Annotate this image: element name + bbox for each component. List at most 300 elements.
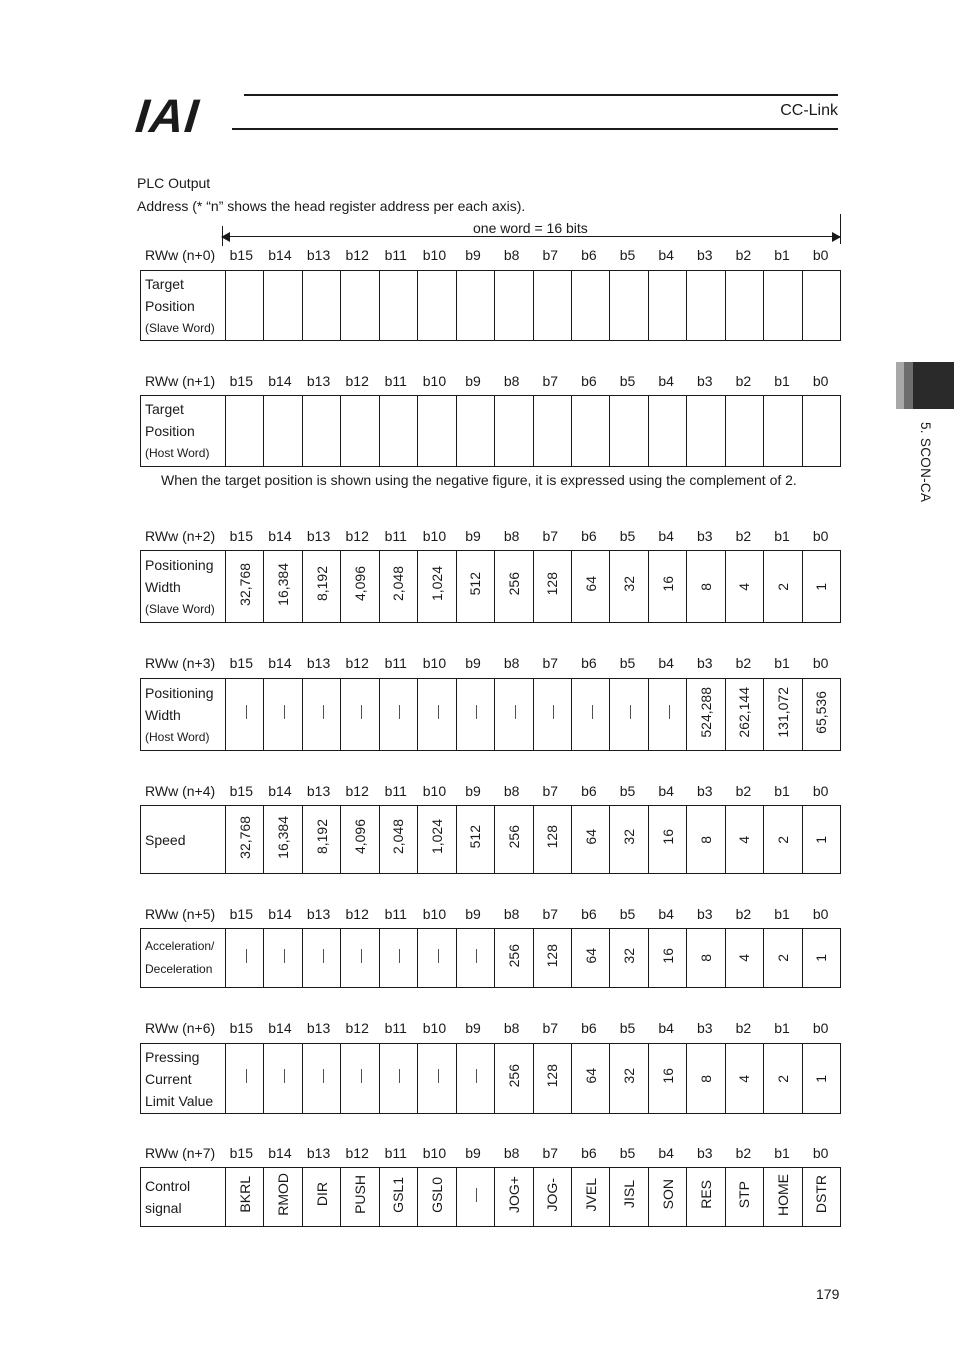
register-name: RWw (n+1) (145, 373, 216, 389)
bit-value: 1 (813, 835, 830, 844)
register-label (141, 551, 226, 623)
bit-cell (495, 1044, 533, 1114)
iai-logo: IAI (133, 89, 202, 142)
bit-cell (687, 396, 725, 467)
bit-label: b3 (697, 906, 713, 922)
bit-label: b2 (735, 906, 752, 922)
bit-cell (725, 396, 763, 467)
bit-value: DIR (313, 1182, 330, 1207)
register-label-line: Speed (145, 831, 186, 848)
bit-label: b7 (542, 1145, 559, 1161)
bit-cell (226, 1168, 264, 1227)
bit-cell (418, 679, 456, 751)
bit-cell (379, 679, 417, 751)
bit-cell (456, 551, 494, 623)
bit-unused: — (467, 705, 484, 719)
bit-cell (533, 1168, 571, 1227)
bit-cell (687, 551, 725, 623)
bit-label: b10 (422, 247, 447, 263)
register-label (141, 806, 226, 874)
register-label-line: Acceleration/ (145, 939, 215, 953)
bit-cell (687, 1044, 725, 1114)
bit-label: b9 (465, 783, 481, 799)
bit-value: 16 (659, 947, 676, 964)
bit-value: 4 (736, 582, 753, 591)
register-label-line: Target (145, 275, 184, 292)
register-label-line: Deceleration (145, 962, 213, 976)
bit-label: b11 (384, 906, 407, 922)
bit-label: b15 (229, 655, 253, 671)
register-label-line: signal (145, 1200, 182, 1216)
arrow-right-icon (832, 232, 841, 242)
word-width-label: one word = 16 bits (473, 220, 588, 236)
register-name: RWw (n+5) (145, 906, 216, 922)
bit-value: JVEL (582, 1177, 599, 1212)
register-table (140, 270, 841, 341)
bit-value: 65,536 (813, 690, 830, 734)
bit-cell (379, 806, 417, 874)
bit-label: b12 (345, 1020, 369, 1036)
bit-value: RMOD (275, 1173, 292, 1216)
bit-label: b1 (774, 655, 790, 671)
register-label-word: (Host Word) (145, 729, 210, 744)
bit-label: b10 (422, 1145, 447, 1161)
bit-label: b4 (658, 373, 674, 389)
register-label-line: Pressing (145, 1048, 200, 1065)
bit-label: b2 (735, 1145, 752, 1161)
bit-label: b14 (268, 655, 292, 671)
bit-cell (226, 271, 264, 341)
bit-cell (302, 271, 340, 341)
bit-label: b10 (422, 373, 447, 389)
bit-label: b14 (268, 528, 292, 544)
bit-cell (379, 551, 417, 623)
bit-cell (610, 551, 648, 623)
bit-label: b6 (581, 528, 597, 544)
bit-value: 2 (774, 835, 791, 844)
bit-cell (302, 1168, 340, 1227)
register-table (140, 678, 841, 751)
register-label-word: (Slave Word) (145, 320, 215, 335)
bit-label: b8 (503, 1145, 520, 1161)
bit-label: b9 (465, 906, 481, 922)
bit-label: b12 (345, 655, 369, 671)
bit-value: 16 (659, 829, 676, 845)
bit-cell (456, 679, 494, 751)
bit-cell (341, 1168, 379, 1227)
bit-value: 16,384 (275, 562, 292, 606)
register-label-line: Width (145, 578, 181, 595)
bit-cell (725, 551, 763, 623)
bit-value: 128 (544, 825, 561, 849)
table-row (141, 396, 841, 467)
bit-cell (764, 551, 802, 623)
bit-value: 1 (813, 954, 830, 962)
bit-cell (302, 929, 340, 988)
bit-label: b3 (697, 1020, 713, 1036)
bit-value: 256 (505, 825, 522, 849)
bit-label: b14 (268, 247, 292, 263)
bit-value: 262,144 (736, 686, 753, 738)
bit-cell (418, 806, 456, 874)
header-rule-bottom (232, 128, 838, 130)
bit-header-row (222, 655, 840, 671)
register-label (141, 679, 226, 751)
bit-cell (648, 271, 686, 341)
bit-label: b6 (581, 1020, 597, 1036)
bit-value: 8 (697, 835, 714, 844)
bit-cell (687, 929, 725, 988)
register-label (141, 271, 226, 341)
bit-cell (226, 551, 264, 623)
bit-cell (533, 806, 571, 874)
bit-label: b0 (812, 783, 829, 799)
bit-cell (802, 271, 840, 341)
bit-value: 2,048 (390, 819, 407, 855)
bit-value: 32 (621, 576, 638, 592)
bit-cell (341, 396, 379, 467)
bit-label: b10 (422, 783, 447, 799)
bit-label: b8 (503, 783, 520, 799)
bit-cell (495, 271, 533, 341)
bit-value: GSL1 (390, 1176, 407, 1213)
bit-cell (802, 396, 840, 467)
bit-label: b2 (735, 528, 752, 544)
bit-header-row (222, 528, 840, 544)
bit-cell (764, 396, 802, 467)
bit-label: b8 (503, 655, 520, 671)
bit-cell (802, 806, 840, 874)
bit-label: b3 (697, 655, 713, 671)
bit-label: b0 (812, 247, 829, 263)
bit-label: b4 (658, 783, 674, 799)
bit-cell (648, 551, 686, 623)
register-table (140, 395, 841, 467)
register-label-line: Current (145, 1070, 192, 1087)
bit-value: 64 (582, 947, 599, 964)
bit-label: b8 (503, 528, 520, 544)
bit-value: JISL (621, 1180, 638, 1209)
bit-label: b7 (542, 1020, 559, 1036)
bit-label: b7 (542, 906, 559, 922)
bit-label: b7 (542, 373, 559, 389)
bit-cell (533, 1044, 571, 1114)
bit-unused: — (275, 948, 292, 963)
bit-cell (610, 1044, 648, 1114)
bit-cell (341, 1044, 379, 1114)
bit-cell (264, 1168, 302, 1227)
bit-cell (687, 806, 725, 874)
bit-cell (571, 929, 609, 988)
bit-label: b15 (229, 528, 253, 544)
table-row (141, 806, 841, 874)
table-row (141, 1168, 841, 1227)
bit-label: b5 (619, 906, 636, 922)
bit-cell (764, 271, 802, 341)
bit-label: b6 (581, 1145, 597, 1161)
bit-cell (264, 396, 302, 467)
bit-cell (379, 1168, 417, 1227)
plc-output-title: PLC Output (137, 175, 211, 191)
register-label-line: Position (145, 297, 195, 314)
bit-cell (379, 271, 417, 341)
register-name: RWw (n+3) (145, 655, 216, 671)
bit-cell (379, 1044, 417, 1114)
bit-cell (648, 1044, 686, 1114)
bit-label: b12 (345, 1145, 369, 1161)
bit-cell (341, 551, 379, 623)
bit-value: 128 (544, 943, 561, 968)
bit-cell (648, 806, 686, 874)
bit-label: b8 (503, 373, 520, 389)
register-table (140, 1043, 841, 1114)
bit-label: b0 (812, 373, 829, 389)
bit-value: JOG+ (505, 1176, 522, 1213)
bit-label: b0 (812, 906, 829, 922)
bit-cell (571, 1044, 609, 1114)
bit-cell (302, 551, 340, 623)
bit-header-row (222, 373, 840, 389)
bit-label: b12 (345, 247, 369, 263)
bit-cell (571, 551, 609, 623)
bit-header-row (222, 1145, 840, 1161)
bit-value: RES (697, 1180, 714, 1209)
bit-label: b2 (735, 247, 752, 263)
bit-label: b8 (503, 1020, 520, 1036)
bit-label: b11 (384, 655, 407, 671)
bit-label: b13 (306, 655, 331, 671)
bit-label: b14 (268, 373, 292, 389)
bit-value: 524,288 (697, 686, 714, 738)
bit-label: b12 (345, 528, 369, 544)
bit-label: b3 (697, 528, 713, 544)
bit-label: b3 (697, 247, 713, 263)
bit-value: JOG- (544, 1177, 561, 1212)
bit-value: 32,768 (236, 562, 253, 606)
bit-cell (226, 806, 264, 874)
bit-label: b5 (619, 655, 636, 671)
bit-unused: — (390, 948, 407, 963)
bit-value: 2 (774, 582, 791, 591)
bit-cell (764, 1044, 802, 1114)
bit-label: b9 (465, 1145, 481, 1161)
bit-label: b1 (774, 1020, 790, 1036)
bit-cell (418, 551, 456, 623)
bit-value: PUSH (352, 1175, 369, 1214)
bit-value: 128 (544, 1064, 561, 1088)
register-label-word: (Slave Word) (145, 601, 215, 616)
bit-label: b3 (697, 783, 713, 799)
bit-cell (495, 551, 533, 623)
bit-cell (571, 806, 609, 874)
bit-cell (302, 679, 340, 751)
bit-value: 4 (736, 954, 753, 962)
bit-label: b11 (384, 528, 407, 544)
bit-value: 131,072 (774, 686, 791, 738)
bit-label: b4 (658, 528, 674, 544)
bit-label: b0 (812, 528, 829, 544)
bit-unused: — (428, 1069, 445, 1083)
bit-value: GSL0 (428, 1176, 445, 1213)
bit-value: 512 (467, 825, 484, 849)
bit-label: b5 (619, 783, 636, 799)
bit-label: b15 (229, 373, 253, 389)
bit-label: b12 (345, 906, 369, 922)
bit-value: 128 (544, 572, 561, 596)
register-label (141, 1168, 226, 1227)
bit-cell (533, 551, 571, 623)
bit-value: 16,384 (275, 815, 292, 859)
bit-value: 8,192 (313, 566, 330, 602)
bit-cell (341, 271, 379, 341)
bit-label: b13 (306, 528, 331, 544)
bit-label: b5 (619, 1145, 636, 1161)
bit-cell (264, 929, 302, 988)
bit-unused: — (621, 705, 638, 719)
table-row (141, 271, 841, 341)
bit-value: 16 (659, 1068, 676, 1084)
bit-cell (341, 679, 379, 751)
chapter-tab (896, 362, 954, 409)
register-label-line: Limit Value (145, 1092, 214, 1109)
bit-cell (341, 806, 379, 874)
bit-label: b9 (465, 655, 481, 671)
bit-cell (802, 551, 840, 623)
bit-label: b6 (581, 783, 597, 799)
bit-cell (302, 806, 340, 874)
bit-label: b12 (345, 783, 369, 799)
bit-label: b5 (619, 373, 636, 389)
bit-value: 2 (774, 1074, 791, 1083)
bit-header-row (222, 1020, 840, 1036)
bit-label: b11 (384, 1145, 407, 1161)
bit-cell (302, 396, 340, 467)
bit-label: b14 (268, 1145, 292, 1161)
bit-cell (687, 1168, 725, 1227)
bit-cell (725, 679, 763, 751)
bit-label: b15 (229, 1020, 253, 1036)
bit-value: 4,096 (352, 819, 369, 855)
bit-unused: — (467, 1069, 484, 1083)
table-row (141, 679, 841, 751)
bit-cell (610, 679, 648, 751)
bit-cell (610, 396, 648, 467)
bit-value: 1 (813, 582, 830, 591)
bit-cell (725, 806, 763, 874)
bit-cell (418, 271, 456, 341)
bit-value: 2,048 (390, 566, 407, 602)
bit-cell (533, 396, 571, 467)
bit-unused: — (352, 1069, 369, 1083)
bit-value: SON (659, 1179, 676, 1210)
bit-label: b9 (465, 528, 481, 544)
bit-label: b10 (422, 528, 447, 544)
bit-cell (418, 396, 456, 467)
bit-cell (264, 679, 302, 751)
bit-label: b5 (619, 1020, 636, 1036)
bit-label: b1 (774, 783, 790, 799)
bit-label: b6 (581, 373, 597, 389)
bit-cell (802, 1168, 840, 1227)
bit-label: b0 (812, 1145, 829, 1161)
bit-label: b13 (306, 1020, 331, 1036)
bit-cell (456, 1044, 494, 1114)
bit-value: 1 (813, 1074, 830, 1083)
bit-unused: — (390, 705, 407, 719)
bit-label: b9 (465, 1020, 481, 1036)
bit-cell (456, 271, 494, 341)
bit-label: b5 (619, 528, 636, 544)
bit-label: b2 (735, 655, 752, 671)
bit-cell (533, 929, 571, 988)
bit-cell (802, 679, 840, 751)
bit-unused: — (390, 1069, 407, 1083)
bit-cell (571, 271, 609, 341)
bit-cell (495, 1168, 533, 1227)
bit-cell (264, 271, 302, 341)
bit-cell (610, 929, 648, 988)
register-table (140, 928, 841, 988)
register-label-line: Width (145, 706, 181, 723)
bit-label: b1 (774, 528, 790, 544)
bit-cell (571, 1168, 609, 1227)
bit-header-row (222, 783, 840, 799)
bit-cell (764, 1168, 802, 1227)
chapter-tab-label: 5. SCON-CA (918, 422, 933, 503)
register-label (141, 1044, 226, 1114)
bit-label: b10 (422, 655, 447, 671)
table-row (141, 929, 841, 988)
bit-cell (264, 806, 302, 874)
bit-label: b4 (658, 1145, 674, 1161)
table-row (141, 551, 841, 623)
bit-label: b11 (384, 247, 407, 263)
bit-value: 1,024 (428, 819, 445, 855)
bit-cell (456, 929, 494, 988)
bit-label: b7 (542, 783, 559, 799)
bit-unused: — (467, 1187, 484, 1202)
bit-label: b5 (619, 247, 636, 263)
register-label-line: Control (145, 1178, 191, 1194)
bit-label: b6 (581, 247, 597, 263)
bit-cell (379, 929, 417, 988)
register-table (140, 805, 841, 874)
register-label-line: Target (145, 401, 184, 417)
bit-unused: — (428, 705, 445, 719)
bit-value: 8 (697, 954, 714, 962)
bit-value: 8 (697, 1074, 714, 1083)
bit-cell (226, 1044, 264, 1114)
section-title: CC-Link (780, 102, 838, 119)
bit-cell (533, 271, 571, 341)
bit-cell (610, 806, 648, 874)
bit-cell (648, 679, 686, 751)
bit-header-row (222, 906, 840, 922)
bit-cell (687, 271, 725, 341)
bit-unused: — (352, 705, 369, 719)
bit-unused: — (275, 705, 292, 719)
complement-note: When the target position is shown using the negative figure, it is expressed using the complement of 2. (161, 472, 797, 488)
bit-value: 512 (467, 572, 484, 596)
bit-cell (610, 271, 648, 341)
bit-value: HOME (774, 1173, 791, 1216)
bit-unused: — (659, 705, 676, 719)
bit-label: b7 (542, 247, 559, 263)
page-number: 179 (816, 1286, 840, 1302)
bit-value: 64 (582, 829, 599, 845)
bit-unused: — (313, 1069, 330, 1083)
bit-cell (302, 1044, 340, 1114)
